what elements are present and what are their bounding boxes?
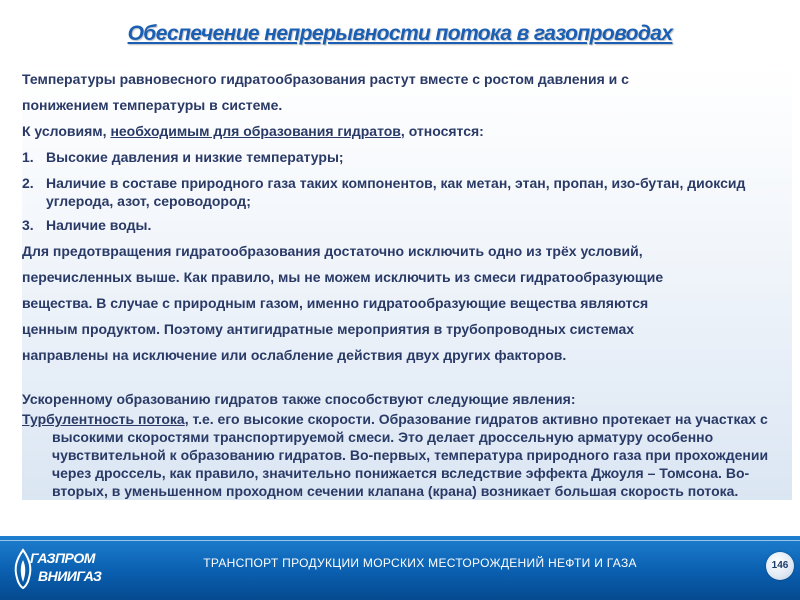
accel-heading: Ускоренному образованию гидратов также способствуют следующие явления:: [22, 391, 576, 407]
list-item: [22, 144, 792, 170]
spacer: [22, 368, 792, 384]
footer-divider: [0, 540, 800, 541]
list-item: [22, 212, 792, 238]
slide-body: [22, 66, 792, 500]
prevent-line: Для предотвращения гидратообразования достаточно исключить одно из трёх условий,: [22, 243, 643, 259]
list-number: 1.: [22, 149, 34, 165]
turbulence-paragraph: [22, 410, 792, 500]
list-number: 3.: [22, 217, 34, 233]
prevent-line: вещества. В случае с природным газом, именно гидратообразующие вещества являются: [22, 295, 649, 311]
turbulence-term: Турбулентность потока: [22, 411, 185, 427]
intro-line-1: Температуры равновесного гидратообразования растут вместе с ростом давления и с: [22, 71, 629, 87]
logo-text-top: ГАЗПРОМ: [30, 550, 95, 566]
course-title: ТРАНСПОРТ ПРОДУКЦИИ МОРСКИХ МЕСТОРОЖДЕНИЙ НЕФТИ И ГАЗА: [203, 556, 637, 570]
intro-line-2: понижением температуры в системе.: [22, 97, 283, 113]
conditions-line: [22, 118, 792, 144]
conditions-underlined: необходимым для образования гидратов: [110, 123, 401, 139]
company-logo: [12, 546, 132, 592]
list-number: 2.: [22, 175, 34, 191]
prevent-line: перечисленных выше. Как правило, мы не можем исключить из смеси гидратообразующие: [22, 269, 664, 285]
page-number-badge: 146: [766, 552, 794, 580]
logo-text-bottom: ВНИИГАЗ: [38, 568, 102, 584]
conditions-prefix: К условиям,: [22, 123, 111, 139]
turbulence-text: , т.е. его высокие скорости. Образование гидратов активно протекает на участках с высокими скоростями транспортируемой смеси. Это делает дроссельную арматуру особенно чувствительной к образованию гидратов. Во-первых, температура природного газа при прохождении через дроссель, как правило, значительно понижается вследствие эффекта Джоуля – Томсона. Во-вторых, в уменьшенном проходном сечении клапана (крана) возникает большая скорость потока.: [52, 411, 769, 499]
conditions-suffix: , относятся:: [400, 123, 484, 139]
prevent-line: ценным продуктом. Поэтому антигидратные мероприятия в трубопроводных системах: [22, 321, 635, 337]
footer-band: [0, 536, 800, 600]
prevent-line: направлены на исключение или ослабление действия двух других факторов.: [22, 347, 567, 363]
list-item: [22, 174, 792, 210]
slide-title: Обеспечение непрерывности потока в газопроводах: [127, 22, 673, 45]
list-text: Наличие в составе природного газа таких компонентов, как метан, этан, пропан, изо-бутан, диоксид углерода, азот, сероводород;: [46, 175, 746, 209]
list-text: Высокие давления и низкие температуры;: [46, 149, 344, 165]
list-text: Наличие воды.: [46, 217, 152, 233]
